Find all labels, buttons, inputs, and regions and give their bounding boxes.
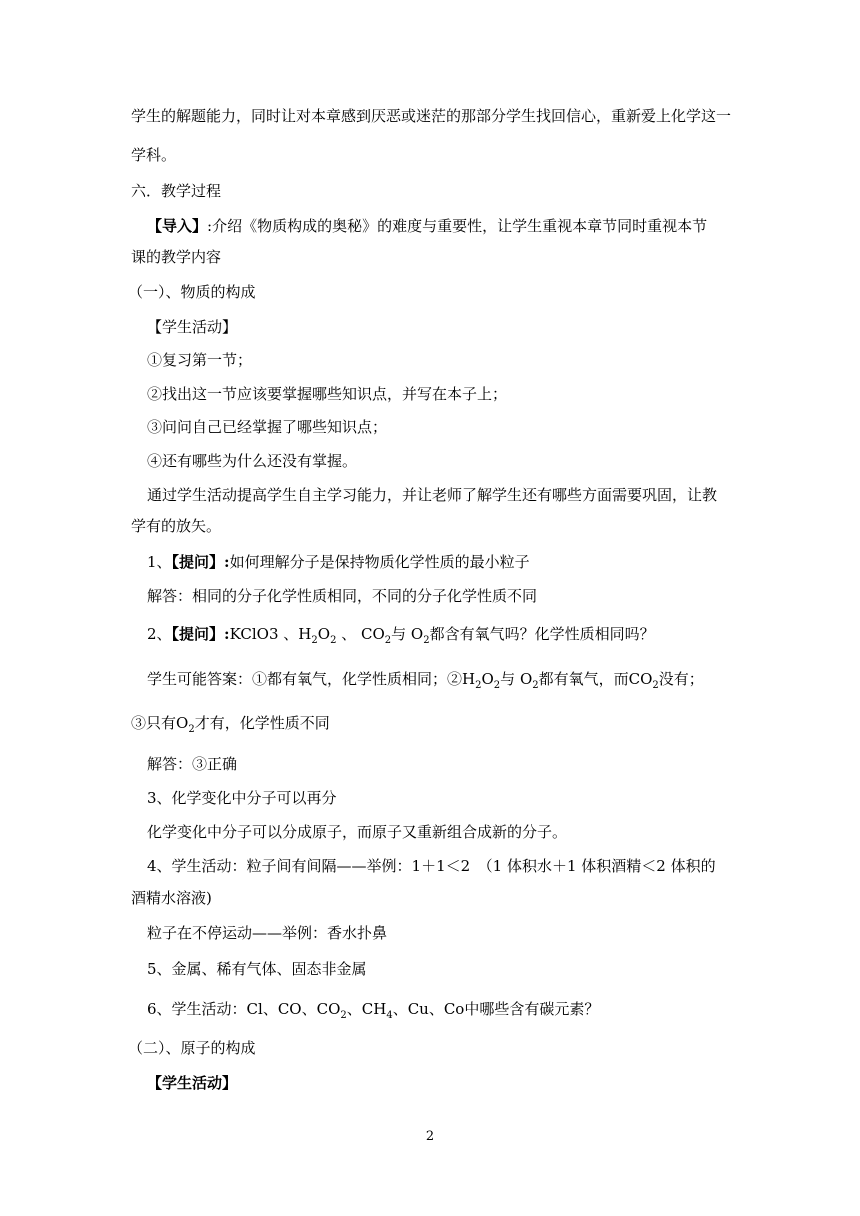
point-line: 5、金属、稀有气体、固态非金属	[147, 960, 367, 978]
answer-line: 解答：相同的分子化学性质相同，不同的分子化学性质不同	[147, 587, 538, 605]
subsection-heading: （一）、物质的构成	[128, 283, 256, 301]
answer-line	[131, 713, 330, 740]
question-line	[147, 624, 655, 651]
paragraph-line: 粒子在不停运动——举例：香水扑鼻	[147, 924, 388, 942]
paragraph-line: 学生的解题能力，同时让对本章感到厌恶或迷茫的那部分学生找回信心，重新爱上化学这一	[131, 107, 732, 125]
subsection-heading: （二）、原子的构成	[128, 1039, 256, 1057]
question-number: 1、	[147, 553, 172, 571]
formula-text: 与 O	[391, 625, 424, 643]
subscript: 2	[493, 680, 501, 691]
question-number: 2、	[147, 625, 172, 643]
subscript: 4	[386, 1010, 393, 1021]
formula-text: H	[462, 670, 476, 688]
question-text: 都含有氧气吗？化学性质相同吗？	[429, 625, 655, 643]
list-item: ④还有哪些为什么还没有掌握。	[147, 452, 358, 470]
formula-text: O	[317, 625, 331, 643]
list-item: ③问问自己已经掌握了哪些知识点；	[147, 418, 388, 436]
subscript: 2	[475, 680, 482, 691]
subscript: 2	[330, 635, 337, 646]
paragraph-line: 学科。	[131, 146, 177, 164]
formula-text: O	[176, 714, 189, 732]
activity-heading: 【学生活动】	[147, 1074, 238, 1092]
paragraph-line: 化学变化中分子可以分成原子，而原子又重新组合成新的分子。	[147, 823, 568, 841]
answer-text: 学生可能答案：①都有氧气，化学性质相同；②	[147, 670, 463, 688]
list-item: ①复习第一节；	[147, 351, 253, 369]
answer-line: 解答：③正确	[147, 755, 238, 773]
intro-line	[147, 216, 707, 236]
question-text: 如何理解分子是保持物质化学性质的最小粒子	[229, 553, 530, 571]
point-line	[147, 999, 599, 1026]
point-text: 中哪些含有碳元素？	[464, 1000, 600, 1018]
paragraph-line: 通过学生活动提高学生自主学习能力，并让老师了解学生还有哪些方面需要巩固，让教	[147, 486, 718, 504]
intro-text: :介绍《物质构成的奥秘》的难度与重要性，让学生重视本章节同时重视本节	[207, 217, 708, 235]
formula-text: 、Cu、Co	[392, 1000, 465, 1018]
activity-heading: 【学生活动】	[147, 318, 238, 336]
formula-text: O	[481, 670, 494, 688]
subscript: 2	[384, 635, 392, 646]
page-number: 2	[425, 1129, 435, 1144]
question-line	[147, 552, 530, 572]
paragraph-line: 课的教学内容	[131, 248, 222, 266]
question-label: 【提问】:	[171, 625, 230, 643]
answer-text: 才有，化学性质不同	[194, 714, 330, 732]
formula-text: KClO3 、H	[229, 625, 312, 643]
subscript: 2	[652, 680, 659, 691]
answer-text: ③只有	[131, 714, 177, 732]
formula-text: 与 O	[500, 670, 533, 688]
section-heading: 六．教学过程	[131, 182, 222, 200]
answer-text: 都有氧气，而	[538, 670, 629, 688]
formula-text: 、CH	[346, 1000, 387, 1018]
list-item: ②找出这一节应该要掌握哪些知识点，并写在本子上；	[147, 385, 508, 403]
subscript: 2	[340, 1010, 347, 1021]
subscript: 2	[532, 680, 539, 691]
answer-text: 没有；	[658, 670, 704, 688]
paragraph-line: 学有的放矢。	[131, 517, 222, 535]
point-line: 3、化学变化中分子可以再分	[147, 789, 337, 807]
formula-text: 、 CO	[336, 625, 385, 643]
subscript: 2	[423, 635, 430, 646]
point-line: 4、学生活动：粒子间有间隔——举例：1＋1＜2 （1 体积水＋1 体积酒精＜2 体积的	[147, 857, 716, 875]
subscript: 2	[311, 635, 318, 646]
question-label: 【提问】:	[171, 553, 230, 571]
subscript: 2	[188, 724, 195, 735]
intro-label: 【导入】	[147, 217, 208, 235]
paragraph-line: 酒精水溶液)	[131, 889, 212, 907]
formula-text: CO	[628, 670, 653, 688]
answer-line	[147, 669, 704, 696]
formula-text: 6、学生活动：Cl、CO、CO	[147, 1000, 341, 1018]
